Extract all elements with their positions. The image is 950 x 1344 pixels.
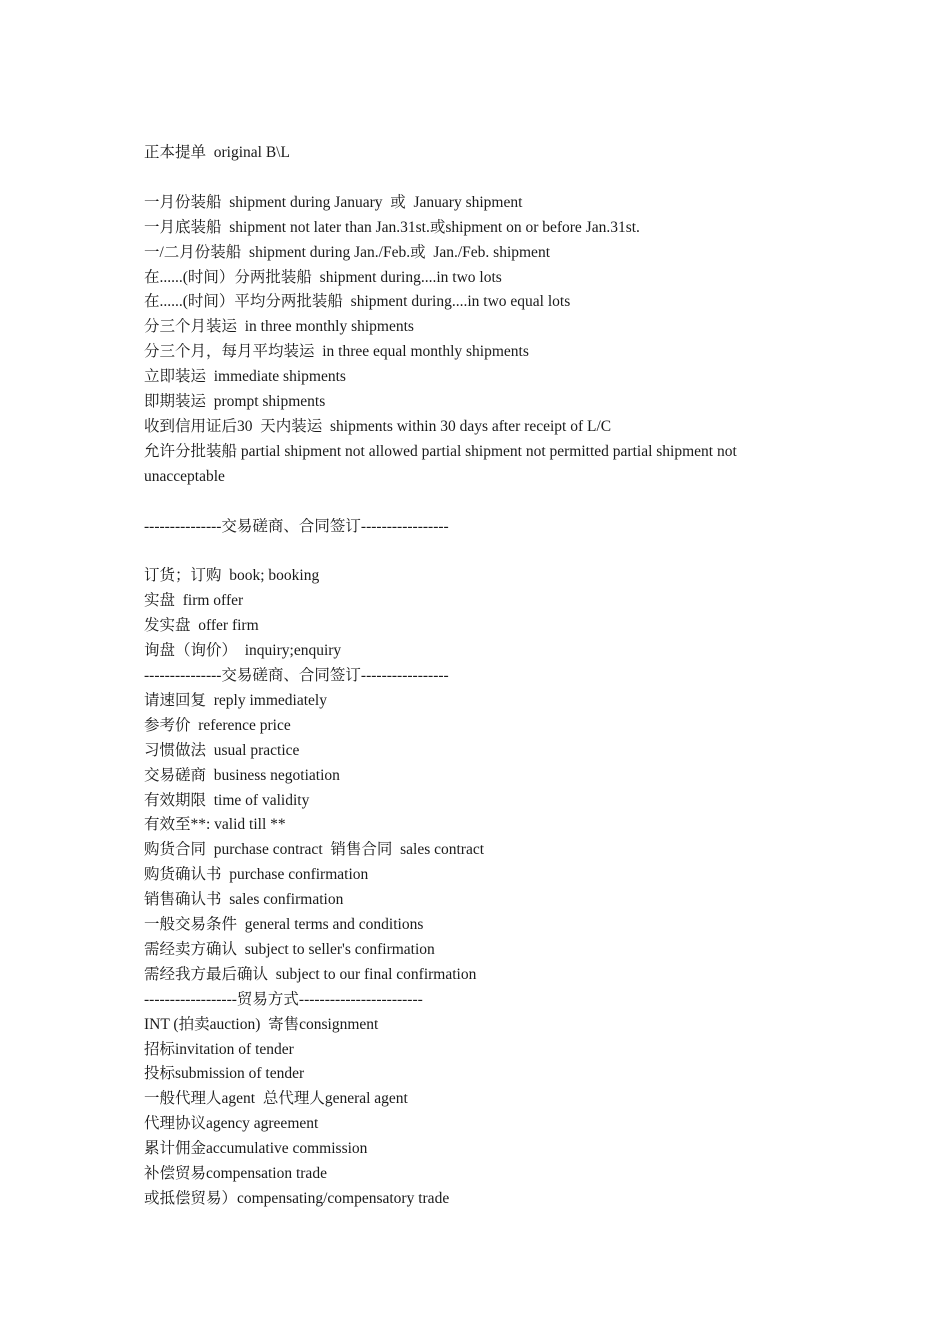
text-line: INT (拍卖auction) 寄售consignment	[144, 1015, 379, 1033]
text-line: 或抵偿贸易）compensating/compensatory trade	[144, 1190, 450, 1208]
text-line: 实盘 firm offer	[144, 592, 244, 610]
text-line: 招标invitation of tender	[144, 1040, 294, 1058]
text-line: 累计佣金accumulative commission	[144, 1140, 368, 1158]
text-line: 一/二月份装船 shipment during Jan./Feb.或 Jan./Feb. shipment	[144, 243, 550, 261]
section-divider: ---------------交易磋商、合同签订-----------------	[144, 517, 449, 535]
blank-line	[144, 166, 804, 191]
text-line: 销售确认书 sales confirmation	[144, 891, 344, 909]
text-line: 立即装运 immediate shipments	[144, 368, 346, 386]
text-line: 投标submission of tender	[144, 1065, 305, 1083]
text-line: 有效期限 time of validity	[144, 791, 310, 809]
text-line: 需经卖方确认 subject to seller's confirmation	[144, 940, 435, 958]
text-line: 收到信用证后30 天内装运 shipments within 30 days after receipt of L/C	[144, 417, 612, 435]
text-line: 参考价 reference price	[144, 716, 291, 734]
text-line: 一般交易条件 general terms and conditions	[144, 916, 424, 934]
text-line: 补偿贸易compensation trade	[144, 1165, 327, 1183]
text-line: 在......(时间）分两批装船 shipment during....in two lots	[144, 268, 502, 286]
text-line: 交易磋商 business negotiation	[144, 766, 340, 784]
text-line: 在......(时间）平均分两批装船 shipment during....in two equal lots	[144, 293, 571, 311]
text-line: 习惯做法 usual practice	[144, 741, 300, 759]
text-line: 有效至**: valid till **	[144, 816, 286, 834]
blank-line	[144, 539, 804, 564]
text-line: 购货合同 purchase contract 销售合同 sales contract	[144, 841, 485, 859]
text-line: 分三个月，每月平均装运 in three equal monthly shipments	[144, 343, 529, 361]
text-line: 正本提单 original B\L	[144, 144, 290, 161]
section-divider: ------------------贸易方式------------------------	[144, 990, 423, 1008]
text-line: 允许分批装船 partial shipment not allowed partial shipment not permitted partial shipment not unacceptable	[144, 442, 737, 485]
blank-line	[144, 490, 804, 515]
text-line: 代理协议agency agreement	[144, 1115, 319, 1133]
text-line: 即期装运 prompt shipments	[144, 393, 326, 411]
document-body	[144, 141, 804, 1212]
text-line: 一月底装船 shipment not later than Jan.31st.或shipment on or before Jan.31st.	[144, 218, 640, 236]
text-line: 一般代理人agent 总代理人general agent	[144, 1090, 408, 1108]
text-line: 需经我方最后确认 subject to our final confirmation	[144, 965, 477, 983]
section-divider: ---------------交易磋商、合同签订-----------------	[144, 666, 449, 684]
text-line: 请速回复 reply immediately	[144, 691, 327, 709]
text-line: 发实盘 offer firm	[144, 617, 259, 635]
text-line: 订货；订购 book; booking	[144, 567, 320, 585]
text-line: 分三个月装运 in three monthly shipments	[144, 318, 414, 336]
text-line: 购货确认书 purchase confirmation	[144, 866, 369, 884]
text-line: 询盘（询价） inquiry;enquiry	[144, 642, 342, 660]
text-line: 一月份装船 shipment during January 或 January shipment	[144, 193, 523, 211]
